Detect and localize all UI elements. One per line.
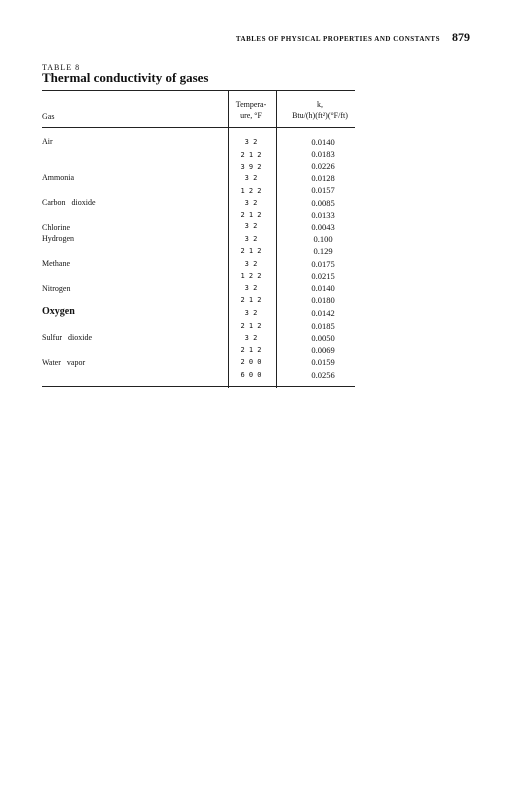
table-row-temp: 2 1 2 xyxy=(240,211,262,219)
table-row-k: 0.0159 xyxy=(311,357,335,367)
column-divider-right xyxy=(276,91,277,388)
table-row-temp: 3 2 xyxy=(244,235,258,243)
table-row-gas: Water vapor xyxy=(42,358,86,367)
column-header-temperature xyxy=(229,99,273,121)
running-title: TABLES OF PHYSICAL PROPERTIES AND CONSTANTS xyxy=(235,35,440,43)
table-row-temp: 3 2 xyxy=(244,334,258,342)
table-row-k: 0.0180 xyxy=(311,295,335,305)
table-row-k: 0.0226 xyxy=(311,161,335,171)
table-bottom-rule xyxy=(42,386,355,387)
table-row-k: 0.0133 xyxy=(311,210,335,220)
table-row-temp: 3 2 xyxy=(244,222,258,230)
table-row-k: 0.0140 xyxy=(311,283,335,293)
table-row-temp: 1 2 2 xyxy=(240,187,262,195)
table-row-temp: 3 2 xyxy=(244,138,258,146)
table-row-temp: 3 2 xyxy=(244,174,258,182)
column-header-k-line2: Btu/(h)(ft²)(°F/ft) xyxy=(292,111,348,120)
table-row-temp: 3 2 xyxy=(244,309,258,317)
table-row-temp: 1 2 2 xyxy=(240,272,262,280)
table-row-gas: Sulfur dioxide xyxy=(42,333,92,342)
running-head xyxy=(210,30,470,44)
table-row-temp: 2 1 2 xyxy=(240,322,262,330)
table-row-temp: 3 9 2 xyxy=(240,163,262,171)
table-row-temp: 3 2 xyxy=(244,199,258,207)
table-row-k: 0.0050 xyxy=(311,333,335,343)
table-row-k: 0.0183 xyxy=(311,149,335,159)
table-row-k: 0.0142 xyxy=(311,308,335,318)
column-header-temperature-line2: ure, °F xyxy=(240,111,262,120)
table-row-temp: 2 1 2 xyxy=(240,247,262,255)
table-row-temp: 2 1 2 xyxy=(240,296,262,304)
table-row-k: 0.0128 xyxy=(311,173,335,183)
table-row-gas: Carbon dioxide xyxy=(42,198,96,207)
table-row-k: 0.0185 xyxy=(311,321,335,331)
table-row-k: 0.0043 xyxy=(311,222,335,232)
table-row-temp: 2 1 2 xyxy=(240,151,262,159)
table-row-temp: 3 2 xyxy=(244,260,258,268)
column-header-k xyxy=(282,99,358,121)
table-row-k: 0.0069 xyxy=(311,345,335,355)
table-row-temp: 3 2 xyxy=(244,284,258,292)
table-row-gas: Hydrogen xyxy=(42,234,74,243)
table-row-temp: 2 1 2 xyxy=(240,346,262,354)
table-row-gas: Methane xyxy=(42,259,70,268)
table-label: TABLE 8 xyxy=(42,63,81,72)
table-row-gas: Air xyxy=(42,137,53,146)
table-row-k: 0.0085 xyxy=(311,198,335,208)
table-row-temp: 6 0 0 xyxy=(240,371,262,379)
table-row-k: 0.0215 xyxy=(311,271,335,281)
column-header-temperature-line1: Tempera- xyxy=(235,100,267,109)
table-row-k: 0.0140 xyxy=(311,137,335,147)
page-number: 879 xyxy=(452,30,470,44)
table-row-k: 0.0256 xyxy=(311,370,335,380)
header-bottom-rule xyxy=(42,127,355,128)
table-row-gas: Chlorine xyxy=(42,223,70,232)
table-row-k: 0.100 xyxy=(313,234,333,244)
table-row-temp: 2 0 0 xyxy=(240,358,262,366)
table-row-gas: Ammonia xyxy=(42,173,74,182)
column-header-k-line1: k, xyxy=(317,100,323,109)
table-row-k: 0.0157 xyxy=(311,185,335,195)
table-row-k: 0.0175 xyxy=(311,259,335,269)
table-row-gas: Nitrogen xyxy=(42,284,71,293)
table-caption: Thermal conductivity of gases xyxy=(42,70,209,85)
column-header-gas: Gas xyxy=(42,112,55,121)
table-row-gas: Oxygen xyxy=(42,306,75,317)
table-top-rule xyxy=(42,90,355,91)
table-row-k: 0.129 xyxy=(313,246,333,256)
